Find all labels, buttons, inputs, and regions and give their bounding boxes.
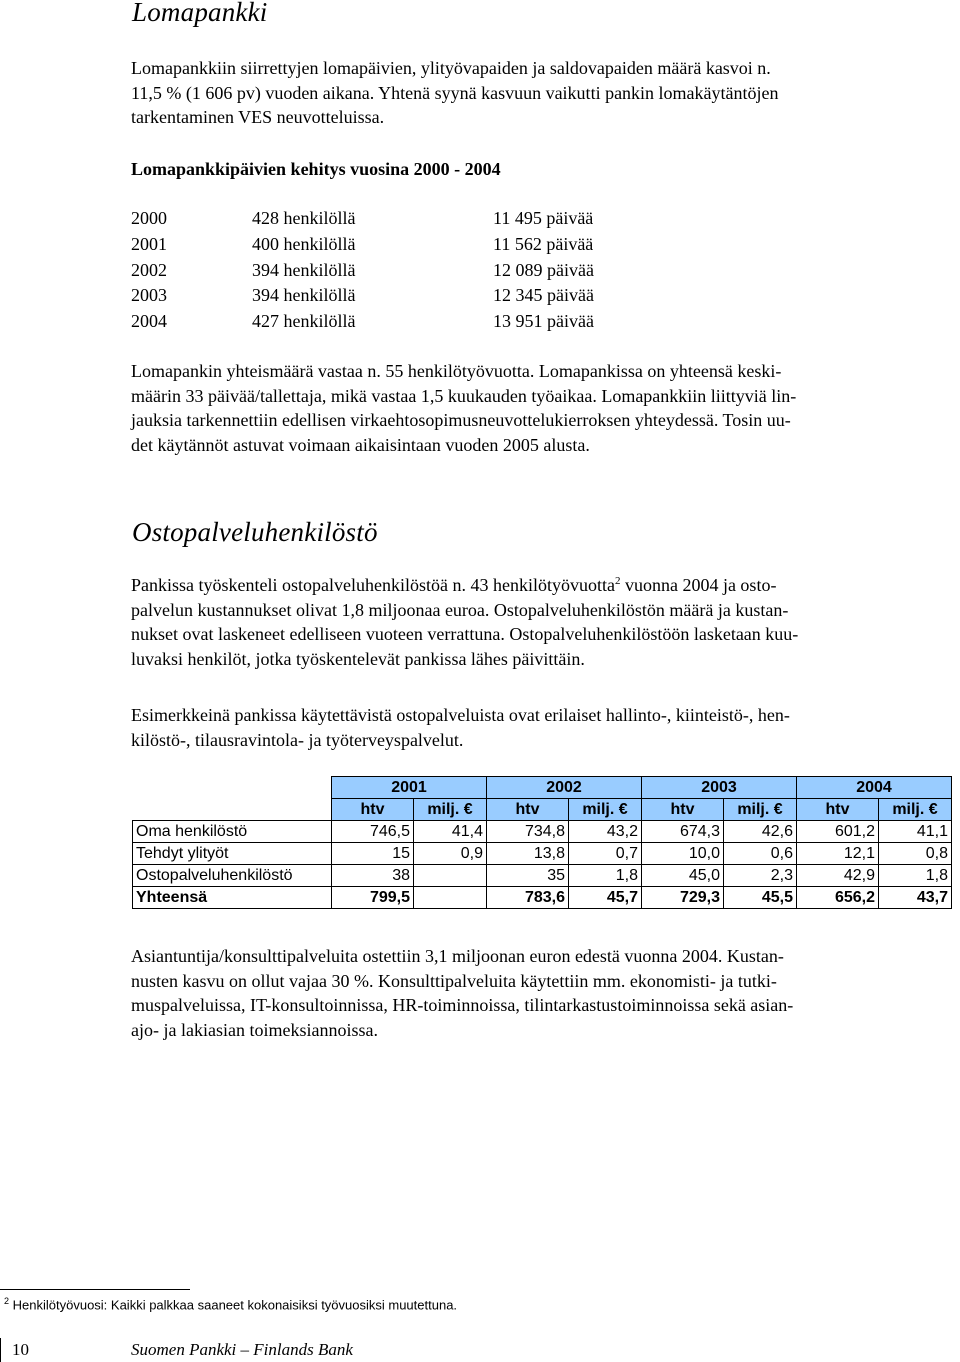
row-label: Oma henkilöstö [133, 821, 332, 843]
table-header-units [133, 799, 952, 821]
row-label: Tehdyt ylityöt [133, 843, 332, 865]
year: 2002 [131, 260, 167, 280]
section-heading-lomapankki: Lomapankki [132, 0, 268, 27]
table-cell: 0,8 [879, 843, 952, 865]
page-number: 10 [12, 1340, 29, 1359]
table-cell: 13,8 [487, 843, 569, 865]
table-cell: 38 [332, 865, 414, 887]
text-line: Lomapankin yhteismäärä vastaa n. 55 henkilötyövuotta. Lomapankissa on yhteensä keski- [131, 361, 782, 381]
intro-paragraph [131, 56, 931, 130]
outsourcing-paragraph [131, 573, 951, 671]
text-segment: Pankissa työskenteli ostopalveluhenkilöstöä n. 43 henkilötyövuotta [131, 575, 615, 595]
table-cell: 42,9 [797, 865, 879, 887]
unit-header: htv [332, 799, 414, 821]
table-row-total [133, 887, 952, 909]
days: 13 951 päivää [493, 311, 594, 331]
table-cell: 783,6 [487, 887, 569, 909]
text-line: tarkentaminen VES neuvotteluissa. [131, 107, 385, 127]
footnote [4, 1296, 457, 1312]
text-line: määrin 33 päivää/tallettaja, mikä vastaa 1,5 kuukauden työaikaa. Lomapankkiin liittyviä lin- [131, 385, 797, 406]
persons: 394 henkilöllä [252, 260, 356, 280]
days: 12 345 päivää [493, 285, 594, 305]
table-cell: 43,2 [569, 821, 642, 843]
table-cell: 674,3 [642, 821, 724, 843]
unit-header: milj. € [569, 799, 642, 821]
table-cell: 12,1 [797, 843, 879, 865]
text-line: Lomapankkiin siirrettyjen lomapäivien, ylityövapaiden ja saldovapaiden määrä kasvoi n. [131, 58, 771, 78]
text-line: ajo- ja lakiasian toimeksiannoissa. [131, 1019, 378, 1040]
footnote-marker: 2 [4, 1296, 10, 1306]
unit-header: milj. € [414, 799, 487, 821]
unit-header: htv [487, 799, 569, 821]
text-line: nukset ovat laskeneet edelliseen vuoteen verrattuna. Ostopalveluhenkilöstöön lasketaan kuu- [131, 624, 799, 644]
days: 12 089 päivää [493, 260, 594, 280]
table-cell [414, 865, 487, 887]
table-corner [133, 777, 332, 799]
section-heading-ostopalvelu: Ostopalveluhenkilöstö [132, 517, 378, 547]
text-segment: vuonna 2004 ja osto- [620, 575, 777, 595]
table-cell: 43,7 [879, 887, 952, 909]
footer-source: Suomen Pankki – Finlands Bank [131, 1340, 353, 1359]
text-line: det käytännöt astuvat voimaan aikaisintaan vuoden 2005 alusta. [131, 434, 590, 455]
table-cell: 729,3 [642, 887, 724, 909]
text-line: nusten kasvu on ollut vajaa 30 %. Konsulttipalveluita käytettiin mm. ekonomisti- ja tutki- [131, 970, 777, 991]
text-line: Esimerkkeinä pankissa käytettävistä ostopalveluista ovat erilaiset hallinto-, kiinteistö-, hen- [131, 705, 790, 725]
year: 2001 [131, 234, 167, 254]
table-cell: 0,7 [569, 843, 642, 865]
table-cell: 45,7 [569, 887, 642, 909]
table-cell: 41,1 [879, 821, 952, 843]
table-cell: 656,2 [797, 887, 879, 909]
unit-header: htv [797, 799, 879, 821]
outsourcing-table [132, 776, 952, 909]
year-header: 2003 [642, 777, 797, 799]
text-line [131, 573, 951, 598]
table-row [133, 821, 952, 843]
table-cell: 1,8 [569, 865, 642, 887]
unit-header: milj. € [724, 799, 797, 821]
table-cell: 746,5 [332, 821, 414, 843]
table-cell: 601,2 [797, 821, 879, 843]
text-line: kilöstö-, tilausravintola- ja työterveyspalvelut. [131, 729, 464, 750]
table-cell: 0,9 [414, 843, 487, 865]
footnote-divider [0, 1289, 190, 1290]
persons: 427 henkilöllä [252, 311, 356, 331]
text-line: 11,5 % (1 606 pv) vuoden aikana. Yhtenä syynä kasvuun vaikutti pankin lomakäytäntöjen [131, 82, 779, 103]
table-cell: 734,8 [487, 821, 569, 843]
table-cell: 35 [487, 865, 569, 887]
table-cell: 41,4 [414, 821, 487, 843]
table-cell: 15 [332, 843, 414, 865]
text-line: Asiantuntija/konsulttipalveluita ostettiin 3,1 miljoonan euron edestä vuonna 2004. Kustan- [131, 946, 784, 966]
table-corner [133, 799, 332, 821]
table-header-years [133, 777, 952, 799]
year: 2004 [131, 311, 167, 331]
examples-paragraph [131, 703, 951, 752]
persons: 394 henkilöllä [252, 285, 356, 305]
year: 2003 [131, 285, 167, 305]
consulting-paragraph [131, 944, 951, 1042]
table-cell: 45,5 [724, 887, 797, 909]
table-cell: 1,8 [879, 865, 952, 887]
persons: 428 henkilöllä [252, 208, 356, 228]
text-line: jauksia tarkennettiin edellisen virkaehtosopimusneuvottelukierroksen yhteydessä. Tosin uu- [131, 410, 791, 430]
text-line: muspalveluissa, IT-konsultoinnissa, HR-toiminnoissa, tilintarkastustoiminnoissa sekä asian- [131, 995, 794, 1015]
row-label: Yhteensä [133, 887, 332, 909]
table-cell [414, 887, 487, 909]
footer-divider [0, 1338, 1, 1362]
persons: 400 henkilöllä [252, 234, 356, 254]
row-label: Ostopalveluhenkilöstö [133, 865, 332, 887]
year-header: 2002 [487, 777, 642, 799]
summary-paragraph [131, 359, 951, 457]
year-header: 2004 [797, 777, 952, 799]
table-cell: 799,5 [332, 887, 414, 909]
table-cell: 2,3 [724, 865, 797, 887]
table-row [133, 843, 952, 865]
table-cell: 10,0 [642, 843, 724, 865]
unit-header: htv [642, 799, 724, 821]
footnote-ref: 2 [614, 575, 621, 587]
text-line: palvelun kustannukset olivat 1,8 miljoonaa euroa. Ostopalveluhenkilöstön määrä ja kustan- [131, 599, 789, 620]
year-header: 2001 [332, 777, 487, 799]
table-cell: 45,0 [642, 865, 724, 887]
table-row [133, 865, 952, 887]
subheading-development: Lomapankkipäivien kehitys vuosina 2000 - 2004 [131, 159, 501, 179]
unit-header: milj. € [879, 799, 952, 821]
days: 11 562 päivää [493, 234, 594, 254]
footnote-text: Henkilötyövuosi: Kaikki palkkaa saaneet kokonaisiksi työvuosiksi muutettuna. [12, 1297, 458, 1313]
table-cell: 42,6 [724, 821, 797, 843]
days: 11 495 päivää [493, 208, 594, 228]
text-line: luvaksi henkilöt, jotka työskentelevät pankissa lähes päivittäin. [131, 648, 585, 669]
year: 2000 [131, 208, 167, 228]
table-cell: 0,6 [724, 843, 797, 865]
